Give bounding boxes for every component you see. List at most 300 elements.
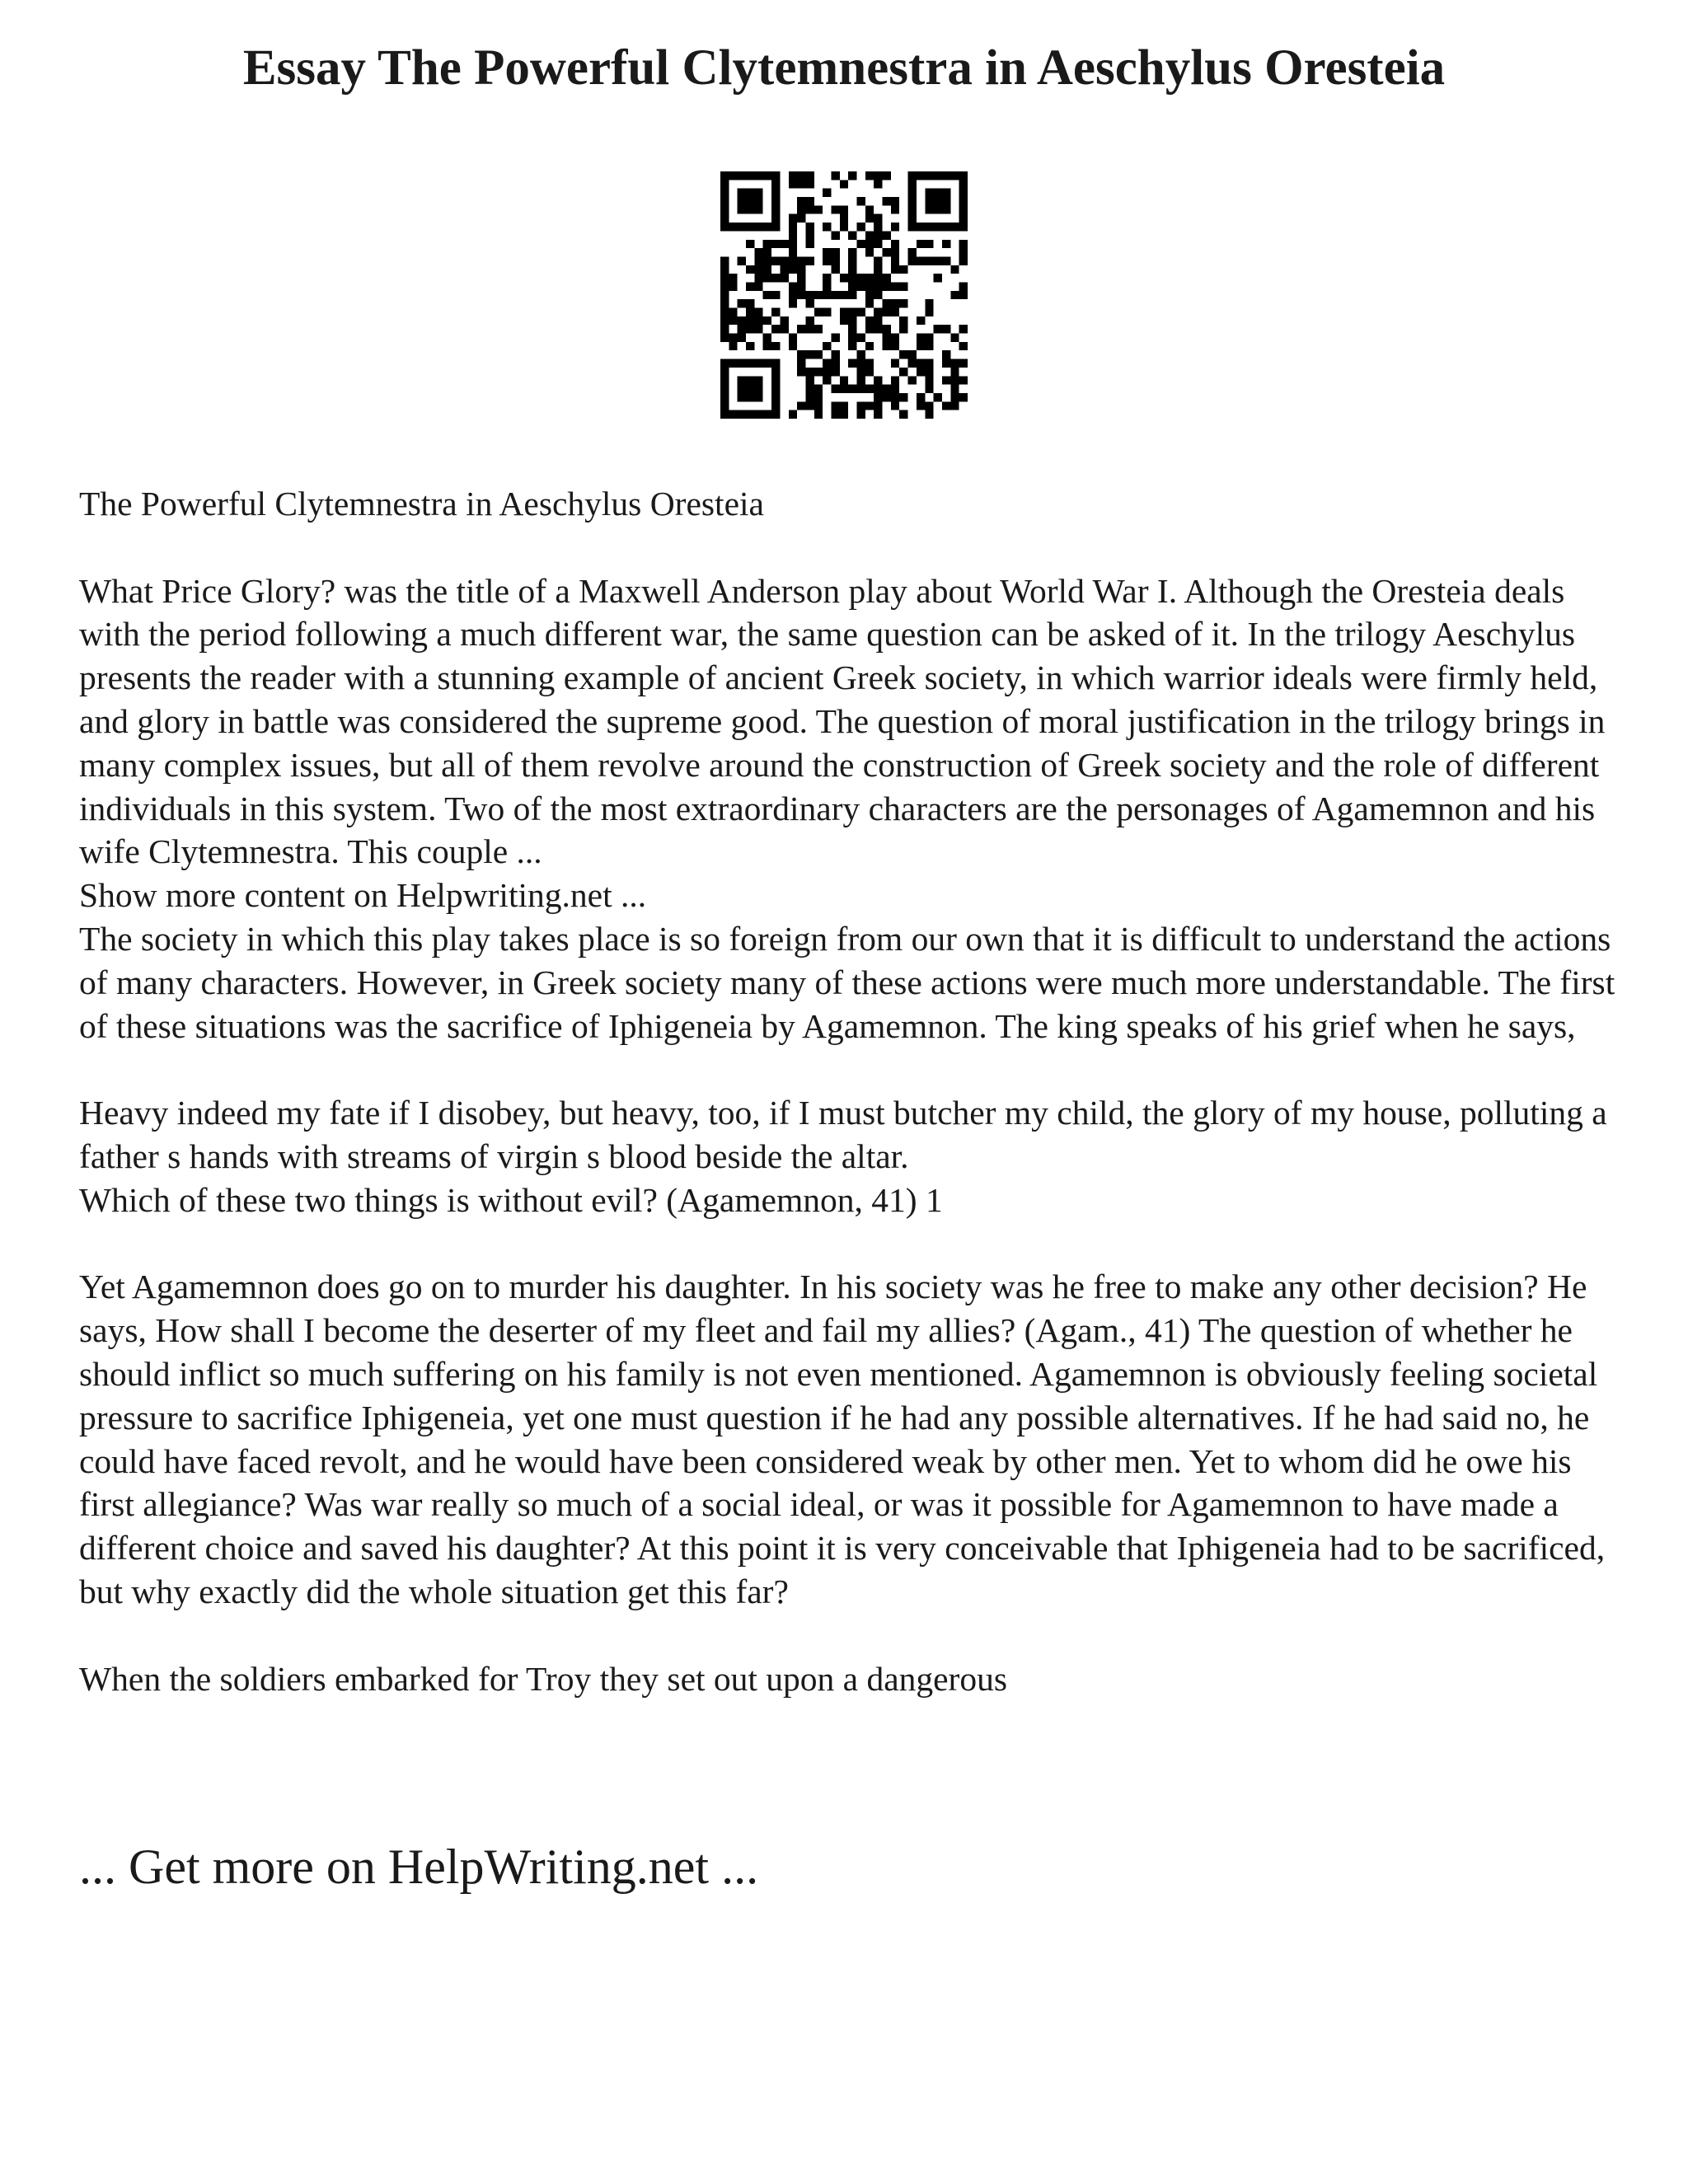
qr-module [746, 282, 754, 290]
qr-module [763, 359, 771, 368]
qr-module [959, 205, 968, 213]
qr-module [720, 376, 729, 384]
qr-module [848, 334, 856, 342]
qr-module [874, 282, 882, 290]
qr-module [848, 274, 856, 282]
qr-module [797, 171, 805, 180]
qr-module [754, 171, 762, 180]
qr-module [950, 223, 959, 231]
qr-module [899, 282, 907, 290]
qr-module [789, 334, 797, 342]
qr-module [771, 197, 780, 205]
qr-module [771, 325, 780, 333]
qr-module [925, 385, 933, 393]
qr-module [831, 171, 839, 180]
qr-module [891, 248, 899, 256]
qr-module [874, 265, 882, 274]
qr-module [925, 197, 933, 205]
qr-module [883, 334, 891, 342]
qr-module [805, 291, 814, 299]
qr-module [780, 265, 788, 274]
qr-module [746, 342, 754, 350]
qr-module [814, 205, 823, 213]
qr-module [823, 223, 831, 231]
qr-module [771, 376, 780, 384]
qr-module [925, 256, 933, 265]
qr-module [754, 223, 762, 231]
qr-module [789, 282, 797, 290]
qr-module [865, 231, 874, 239]
qr-module [959, 359, 968, 368]
qr-module [771, 223, 780, 231]
qr-module [848, 265, 856, 274]
show-more-link[interactable]: Show more content on Helpwriting.net ... [79, 876, 647, 915]
qr-module [797, 325, 805, 333]
qr-module [959, 171, 968, 180]
qr-module [874, 308, 882, 316]
quote-line: Heavy indeed my fate if I disobey, but heavy, too, if I must butcher my child, the glory of my house, polluting a father s hands with streams of virgin s blood beside the altar. [79, 1094, 1607, 1175]
qr-module [789, 231, 797, 239]
qr-module [874, 240, 882, 248]
qr-module [754, 189, 762, 197]
qr-module [720, 274, 729, 282]
qr-module [805, 385, 814, 393]
qr-module [874, 316, 882, 325]
qr-module [805, 325, 814, 333]
qr-module [797, 256, 805, 265]
qr-module [771, 205, 780, 213]
qr-module [883, 325, 891, 333]
qr-module [950, 171, 959, 180]
qr-module [942, 376, 950, 384]
qr-module [763, 256, 771, 265]
qr-module [763, 274, 771, 282]
qr-module [874, 325, 882, 333]
qr-module [746, 376, 754, 384]
qr-module [917, 342, 925, 350]
qr-module [746, 171, 754, 180]
qr-module [746, 410, 754, 419]
qr-module [942, 240, 950, 248]
qr-module [814, 308, 823, 316]
qr-module [891, 401, 899, 410]
qr-module [763, 334, 771, 342]
qr-module [857, 197, 865, 205]
qr-module [720, 282, 729, 290]
qr-module [857, 401, 865, 410]
qr-module [823, 282, 831, 290]
qr-module [959, 240, 968, 248]
qr-module [789, 291, 797, 299]
qr-module [720, 189, 729, 197]
qr-module [763, 240, 771, 248]
qr-module [891, 342, 899, 350]
essay-body [79, 482, 1629, 1700]
qr-module [805, 316, 814, 325]
qr-module [857, 385, 865, 393]
qr-module [771, 256, 780, 265]
qr-module [720, 180, 729, 188]
qr-module [848, 256, 856, 265]
qr-module [959, 189, 968, 197]
qr-module [823, 376, 831, 384]
qr-module [899, 325, 907, 333]
qr-module [814, 350, 823, 359]
qr-module [925, 189, 933, 197]
qr-module [797, 180, 805, 188]
qr-module [925, 410, 933, 419]
qr-module [746, 240, 754, 248]
qr-module [738, 410, 746, 419]
qr-module [814, 291, 823, 299]
qr-module [738, 359, 746, 368]
qr-module [908, 171, 917, 180]
essay-subtitle: The Powerful Clytemnestra in Aeschylus Oresteia [79, 485, 764, 523]
qr-module [805, 205, 814, 213]
qr-module [950, 359, 959, 368]
qr-module [899, 316, 907, 325]
qr-module [754, 197, 762, 205]
qr-module [805, 180, 814, 188]
qr-module [857, 308, 865, 316]
qr-module [831, 248, 839, 256]
qr-module [780, 316, 788, 325]
qr-module [874, 171, 882, 180]
qr-module [789, 180, 797, 188]
qr-module [720, 393, 729, 401]
qr-module [908, 197, 917, 205]
qr-module [925, 223, 933, 231]
qr-module [729, 308, 737, 316]
qr-module [950, 265, 959, 274]
qr-module [925, 334, 933, 342]
qr-module [720, 368, 729, 376]
qr-module [883, 342, 891, 350]
qr-module [865, 316, 874, 325]
qr-module [746, 393, 754, 401]
qr-module [925, 240, 933, 248]
qr-module [805, 401, 814, 410]
qr-module [789, 248, 797, 256]
qr-code-icon [720, 171, 968, 419]
qr-module [814, 410, 823, 419]
qr-module [720, 385, 729, 393]
qr-module [780, 256, 788, 265]
qr-module [754, 256, 762, 265]
qr-module [950, 376, 959, 384]
qr-module [891, 359, 899, 368]
qr-module [848, 171, 856, 180]
qr-module [934, 325, 942, 333]
qr-module [908, 214, 917, 223]
qr-module [746, 223, 754, 231]
qr-module [840, 223, 848, 231]
qr-module [874, 256, 882, 265]
qr-module [865, 240, 874, 248]
qr-module [925, 359, 933, 368]
qr-module [738, 197, 746, 205]
qr-module [805, 376, 814, 384]
qr-module [925, 171, 933, 180]
qr-module [746, 299, 754, 307]
quote-citation: Which of these two things is without evil? (Agamemnon, 41) 1 [79, 1180, 943, 1219]
qr-module [840, 214, 848, 223]
qr-module [865, 368, 874, 376]
get-more-link[interactable]: ... Get more on HelpWriting.net ... [79, 1840, 759, 1894]
qr-module [925, 299, 933, 307]
qr-module [840, 410, 848, 419]
qr-module [891, 205, 899, 213]
qr-module [908, 180, 917, 188]
qr-module [848, 282, 856, 290]
qr-module [831, 291, 839, 299]
qr-module [959, 376, 968, 384]
qr-module [899, 410, 907, 419]
qr-module [865, 359, 874, 368]
qr-module [865, 299, 874, 307]
qr-module [814, 401, 823, 410]
qr-module [763, 171, 771, 180]
qr-module [771, 171, 780, 180]
qr-module [934, 223, 942, 231]
paragraph-troy: When the soldiers embarked for Troy they set out upon a dangerous [79, 1659, 1008, 1698]
qr-module [942, 350, 950, 359]
qr-module [908, 189, 917, 197]
qr-module [848, 308, 856, 316]
qr-module [780, 240, 788, 248]
qr-module [840, 205, 848, 213]
qr-module [917, 240, 925, 248]
qr-module [950, 334, 959, 342]
qr-module [729, 223, 737, 231]
qr-module [925, 401, 933, 410]
qr-module [720, 308, 729, 316]
qr-module [925, 205, 933, 213]
qr-module [917, 393, 925, 401]
qr-module [891, 299, 899, 307]
qr-module [942, 256, 950, 265]
qr-module [754, 316, 762, 325]
qr-module [891, 334, 899, 342]
qr-module [738, 223, 746, 231]
qr-module [789, 223, 797, 231]
qr-module [942, 189, 950, 197]
qr-module [729, 274, 737, 282]
qr-module [959, 342, 968, 350]
qr-module [891, 265, 899, 274]
qr-module [797, 359, 805, 368]
qr-module [729, 342, 737, 350]
qr-module [840, 308, 848, 316]
qr-module [738, 316, 746, 325]
qr-module [754, 265, 762, 274]
qr-module [771, 342, 780, 350]
qr-module [934, 171, 942, 180]
qr-module [780, 325, 788, 333]
qr-module [805, 240, 814, 248]
qr-module [738, 325, 746, 333]
qr-module [771, 189, 780, 197]
qr-module [959, 282, 968, 290]
qr-module [720, 410, 729, 419]
qr-module [831, 265, 839, 274]
qr-module [942, 171, 950, 180]
paragraph-murder: Yet Agamemnon does go on to murder his daughter. In his society was he free to make any other decision? He says, How shall I become the deserter of my fleet and fail my allies? (Agam., 41) The question of whether he should inflict so much suffering on his family is not even mentioned. Agamemnon is obviously feeling societal pressure to sacrifice Iphigeneia, yet one must question if he had any possible alternatives. If he had said no, he could have faced revolt, and he would have been considered weak by other men. Yet to whom did he owe his first allegiance? Was war really so much of a social ideal, or was it possible for Agamemnon to have made a different choice and saved his daughter? At this point it is very conceivable that Iphigeneia had to be sacrificed, but why exactly did the whole situation get this far? [79, 1268, 1606, 1610]
qr-module [814, 325, 823, 333]
qr-module [831, 410, 839, 419]
qr-module [934, 205, 942, 213]
qr-module [789, 410, 797, 419]
qr-module [746, 308, 754, 316]
qr-module [848, 385, 856, 393]
qr-module [805, 231, 814, 239]
qr-module [883, 248, 891, 256]
qr-module [823, 189, 831, 197]
qr-module [763, 342, 771, 350]
qr-module [874, 231, 882, 239]
qr-module [865, 248, 874, 256]
qr-module [746, 385, 754, 393]
qr-module [899, 299, 907, 307]
qr-module [729, 316, 737, 325]
qr-module [754, 274, 762, 282]
qr-module [823, 342, 831, 350]
qr-module [857, 368, 865, 376]
qr-module [746, 265, 754, 274]
qr-module [848, 316, 856, 325]
qr-module [805, 197, 814, 205]
qr-module [754, 385, 762, 393]
qr-module [814, 385, 823, 393]
qr-module [746, 205, 754, 213]
qr-module [805, 350, 814, 359]
qr-module [917, 171, 925, 180]
qr-module [831, 401, 839, 410]
qr-module [865, 385, 874, 393]
qr-module [729, 171, 737, 180]
qr-module [917, 256, 925, 265]
qr-module [959, 197, 968, 205]
qr-module [942, 223, 950, 231]
qr-module [883, 393, 891, 401]
qr-module [814, 393, 823, 401]
qr-module [763, 223, 771, 231]
qr-module [925, 342, 933, 350]
qr-module [865, 205, 874, 213]
qr-module [942, 401, 950, 410]
qr-module [763, 410, 771, 419]
qr-module [797, 350, 805, 359]
qr-module [720, 205, 729, 213]
qr-module [891, 282, 899, 290]
qr-module [934, 256, 942, 265]
qr-module [789, 299, 797, 307]
qr-module [950, 393, 959, 401]
qr-module [840, 180, 848, 188]
qr-module [823, 308, 831, 316]
qr-module [857, 240, 865, 248]
qr-module [908, 350, 917, 359]
qr-module [763, 291, 771, 299]
qr-module [848, 231, 856, 239]
qr-module [805, 171, 814, 180]
qr-module [729, 334, 737, 342]
qr-module [720, 223, 729, 231]
qr-module [797, 205, 805, 213]
qr-module [771, 214, 780, 223]
qr-module [959, 393, 968, 401]
qr-module [771, 359, 780, 368]
qr-module [771, 274, 780, 282]
qr-module [738, 376, 746, 384]
qr-module [857, 376, 865, 384]
qr-module [950, 291, 959, 299]
qr-module [797, 401, 805, 410]
qr-module [891, 240, 899, 248]
qr-module [865, 274, 874, 282]
qr-module [891, 223, 899, 231]
qr-module [831, 368, 839, 376]
qr-module [917, 359, 925, 368]
qr-module [771, 368, 780, 376]
qr-module [857, 410, 865, 419]
qr-module [891, 376, 899, 384]
qr-module [823, 256, 831, 265]
qr-module [763, 265, 771, 274]
qr-module [729, 282, 737, 290]
qr-module [899, 368, 907, 376]
qr-module [720, 171, 729, 180]
qr-module [831, 256, 839, 265]
paragraph-intro: What Price Glory? was the title of a Maxwell Anderson play about World War I. Although the Oresteia deals with the period following a much different war, the same question can be asked of it. In the trilogy Aeschylus presents the reader with a stunning example of ancient Greek society, in which warrior ideals were firmly held, and glory in battle was considered the supreme good. The question of moral justification in the trilogy brings in many complex issues, but all of them revolve around the construction of Greek society and the role of different individuals in this system. Two of the most extraordinary characters are the personages of Agamemnon and his wife Clytemnestra. This couple ... [79, 571, 1606, 871]
qr-module [746, 316, 754, 325]
qr-module [720, 334, 729, 342]
qr-module [738, 256, 746, 265]
qr-module [848, 248, 856, 256]
qr-module [789, 342, 797, 350]
qr-module [771, 291, 780, 299]
qr-module [831, 385, 839, 393]
qr-module [771, 410, 780, 419]
qr-module [934, 274, 942, 282]
qr-module [874, 180, 882, 188]
qr-module [857, 223, 865, 231]
qr-module [720, 265, 729, 274]
qr-module [805, 223, 814, 231]
qr-module [891, 197, 899, 205]
qr-module [883, 197, 891, 205]
qr-module [959, 291, 968, 299]
qr-module [959, 256, 968, 265]
qr-module [865, 282, 874, 290]
qr-module [857, 350, 865, 359]
qr-module [797, 282, 805, 290]
qr-module [874, 393, 882, 401]
qr-module [720, 214, 729, 223]
qr-module [959, 248, 968, 256]
qr-module [883, 299, 891, 307]
qr-module [891, 393, 899, 401]
qr-module [754, 410, 762, 419]
qr-module [738, 334, 746, 342]
qr-module [848, 359, 856, 368]
qr-module [950, 401, 959, 410]
qr-module [754, 248, 762, 256]
qr-module [754, 376, 762, 384]
qr-module [823, 291, 831, 299]
qr-module [746, 359, 754, 368]
qr-module [917, 368, 925, 376]
